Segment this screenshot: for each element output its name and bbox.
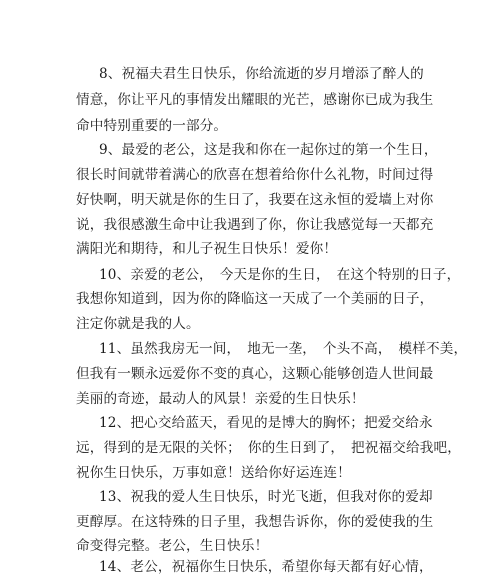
text-line: 满阳光和期待，和儿子祝生日快乐！爱你！	[76, 241, 338, 257]
text-line: 10、亲爱的老公， 今天是你的生日， 在这个特别的日子，	[99, 267, 461, 283]
text-line: 但我有一颗永远爱你不变的真心，这颗心能够创造人世间最	[76, 366, 434, 382]
text-line: 很长时间就带着满心的欣喜在想着给你什么礼物，时间过得	[76, 167, 434, 183]
text-line: 14、老公，祝福你生日快乐，希望你每天都有好心情，	[99, 559, 433, 575]
text-line: 好快啊，明天就是你的生日了，我要在这永恒的爱墙上对你	[76, 192, 434, 208]
text-line: 8、祝福夫君生日快乐，你给流逝的岁月增添了醉人的	[99, 66, 424, 82]
text-line: 命变得完整。老公，生日快乐！	[76, 538, 269, 554]
text-line: 美丽的奇迹，最动人的风景！亲爱的生日快乐！	[76, 391, 365, 407]
text-line: 情意，你让平凡的事情发出耀眼的光芒，感谢你已成为我生	[76, 92, 434, 108]
text-line: 更醇厚。在这特殊的日子里，我想告诉你，你的爱使我的生	[76, 514, 434, 530]
text-line: 9、最爱的老公，这是我和你在一起你过的第一个生日，	[99, 142, 438, 158]
text-line: 11、虽然我房无一间， 地无一垄， 个头不高， 模样不美，	[99, 341, 468, 357]
text-line: 远，得到的是无限的关怀； 你的生日到了， 把祝福交给我吧，	[76, 440, 461, 456]
text-line: 12、把心交给蓝天，看见的是博大的胸怀；把爱交给永	[99, 415, 433, 431]
text-line: 我想你知道到，因为你的降临这一天成了一个美丽的日子，	[76, 291, 434, 307]
text-line: 命中特别重要的一部分。	[76, 118, 228, 134]
text-line: 13、祝我的爱人生日快乐，时光飞逝，但我对你的爱却	[99, 489, 433, 505]
text-line: 注定你就是我的人。	[76, 316, 200, 332]
text-line: 说，我很感激生命中让我遇到了你，你让我感觉每一天都充	[76, 217, 434, 233]
text-line: 祝你生日快乐，万事如意！送给你好运连连！	[76, 465, 351, 481]
